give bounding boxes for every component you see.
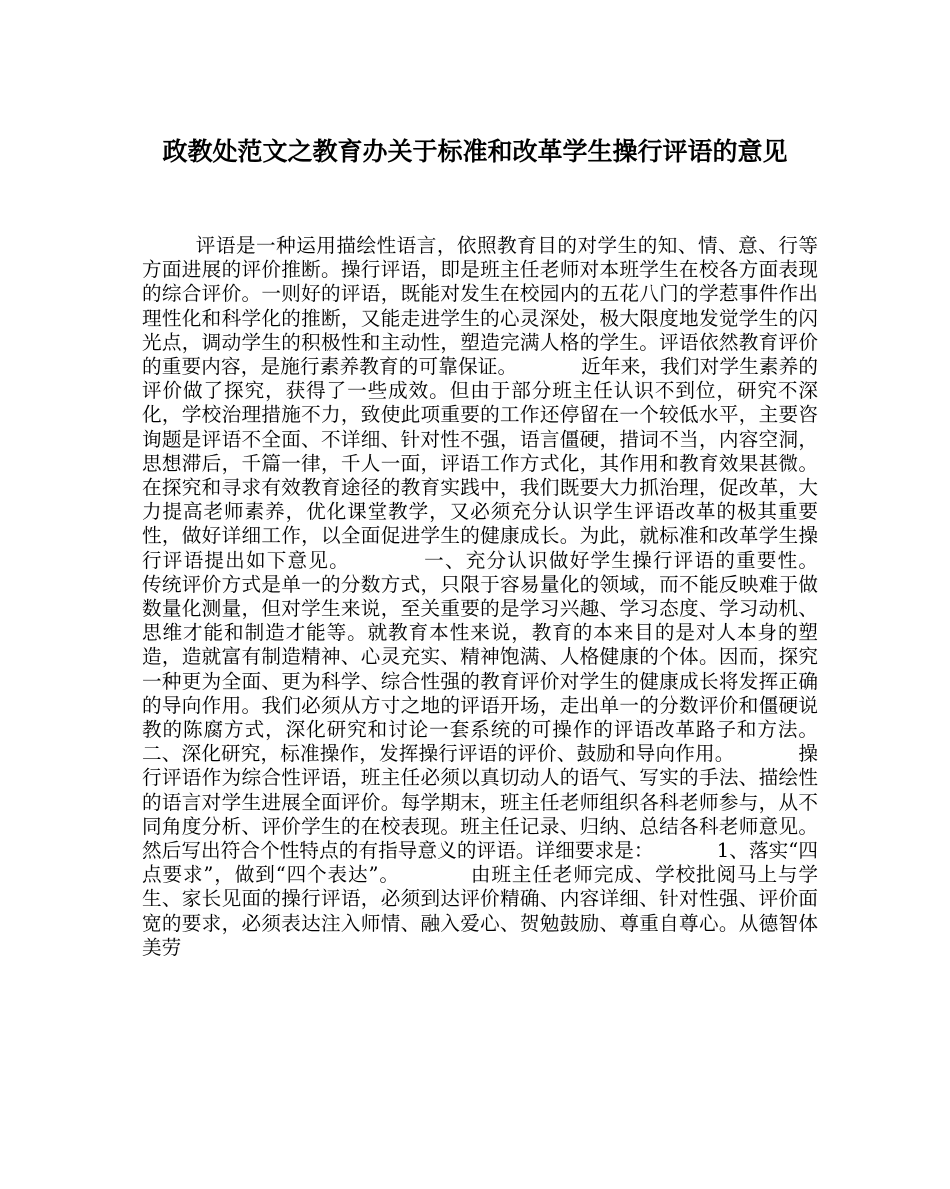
document-title: 政教处范文之教育办关于标准和改革学生操行评语的意见 [162,137,788,166]
document-body: 评语是一种运用描绘性语言，依照教育目的对学生的知、情、意、行等方面进展的评价推断。操行评语，即是班主任老师对本班学生在校各方面表现的综合评价。一则好的评语，既能对发生在校园内的五花八门的学惹事件作出理性化和科学化的推断，又能走进学生的心灵深处，极大限度地发觉学生的闪光点，调动学生的积极性和主动性，塑造完满人格的学生。评语依然教育评价的重要内容，是施行素养教育的可靠保证。 近年来，我们对学生素养的评价做了探究，获得了一些成效。但由于部分班主任认识不到位，研究不深化，学校治理措施不力，致使此项重要的工作还停留在一个较低水平，主要咨询题是评语不全面、不详细、针对性不强，语言僵硬，措词不当，内容空洞，思想滞后，千篇一律，千人一面，评语工作方式化，其作用和教育效果甚微。 在探究和寻求有效教育途径的教育实践中，我们既要大力抓治理，促改革，大力提高老师素养，优化课堂教学，又必须充分认识学生评语改革的极其重要性，做好详细工作，以全面促进学生的健康成长。为此，就标准和改革学生操行评语提出如下意见。 一、充分认识做好学生操行评语的重要性。 传统评价方式是单一的分数方式，只限于容易量化的领域，而不能反映难于做数量化测量，但对学生来说，至关重要的是学习兴趣、学习态度、学习动机、思维才能和制造才能等。就教育本性来说，教育的本来目的是对人本身的塑造，造就富有制造精神、心灵充实、精神饱满、人格健康的个体。因而，探究一种更为全面、更为科学、综合性强的教育评价对学生的健康成长将发挥正确的导向作用。我们必须从方寸之地的评语开场，走出单一的分数评价和僵硬说教的陈腐方式，深化研究和讨论一套系统的可操作的评语改革路子和方法。 二、深化研究，标准操作，发挥操行评语的评价、鼓励和导向作用。 操行评语作为综合性评语，班主任必须以真切动人的语气、写实的手法、描绘性的语言对学生进展全面评价。每学期末，班主任老师组织各科老师参与，从不同角度分析、评价学生的在校表现。班主任记录、归纳、总结各科老师意见。然后写出符合个性特点的有指导意义的评语。详细要求是： 1、落实“四点要求”，做到“四个表达”。 由班主任老师完成、学校批阅马上与学生、家长见面的操行评语，必须到达评价精确、内容详细、针对性强、评价面宽的要求，必须表达注入师情、融入爱心、贺勉鼓励、尊重自尊心。从德智体美劳 [142,234,881,959]
